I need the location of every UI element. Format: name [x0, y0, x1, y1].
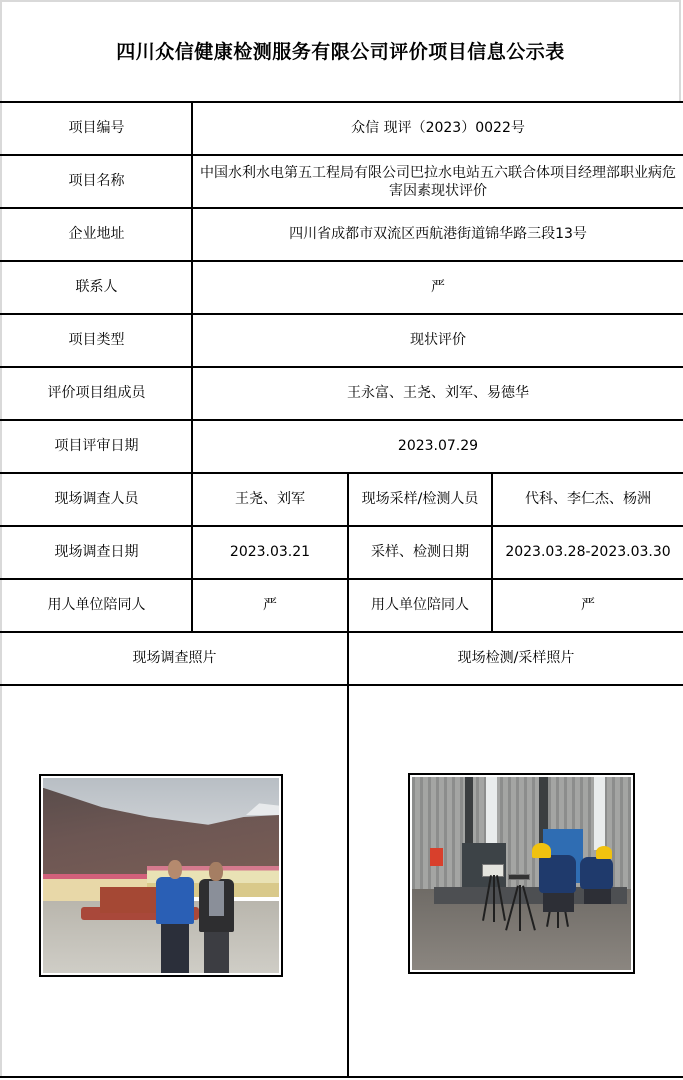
sampling-photo	[408, 773, 635, 974]
table-row	[1, 155, 683, 208]
label-survey-staff: 现场调查人员	[1, 473, 192, 526]
value-accompany-2: 严	[492, 579, 683, 632]
value-members: 王永富、王尧、刘军、易德华	[192, 367, 683, 420]
value-survey-staff: 王尧、刘军	[192, 473, 348, 526]
label-project-type: 项目类型	[1, 314, 192, 367]
label-project-no: 项目编号	[1, 102, 192, 155]
table-row	[1, 420, 683, 473]
value-review-date: 2023.07.29	[192, 420, 683, 473]
table-row	[1, 473, 683, 526]
table-row	[1, 261, 683, 314]
value-accompany: 严	[192, 579, 348, 632]
sampling-photo-cell	[348, 685, 683, 1077]
table-row	[1, 314, 683, 367]
label-survey-date: 现场调查日期	[1, 526, 192, 579]
survey-photo-cell	[1, 685, 348, 1077]
label-project-name: 项目名称	[1, 155, 192, 208]
value-project-type: 现状评价	[192, 314, 683, 367]
value-address: 四川省成都市双流区西航港街道锦华路三段13号	[192, 208, 683, 261]
value-project-name: 中国水利水电第五工程局有限公司巴拉水电站五六联合体项目经理部职业病危害因素现状评价	[192, 155, 683, 208]
page-title: 四川众信健康检测服务有限公司评价项目信息公示表	[116, 41, 565, 63]
sampling-photo-header: 现场检测/采样照片	[348, 632, 683, 685]
value-sampling-staff: 代科、李仁杰、杨洲	[492, 473, 683, 526]
value-sampling-date: 2023.03.28-2023.03.30	[492, 526, 683, 579]
table-row	[1, 579, 683, 632]
table-row	[1, 367, 683, 420]
survey-photo	[39, 774, 283, 977]
table-row	[1, 102, 683, 155]
table-row	[1, 632, 683, 685]
title-row	[0, 0, 681, 101]
value-project-no: 众信 现评（2023）0022号	[192, 102, 683, 155]
value-contact: 严	[192, 261, 683, 314]
survey-photo-header: 现场调查照片	[1, 632, 348, 685]
label-accompany: 用人单位陪同人	[1, 579, 192, 632]
survey-photo-image	[43, 778, 279, 973]
info-table	[0, 101, 683, 1078]
label-address: 企业地址	[1, 208, 192, 261]
label-accompany-2: 用人单位陪同人	[348, 579, 492, 632]
label-review-date: 项目评审日期	[1, 420, 192, 473]
sampling-photo-image	[412, 777, 631, 970]
table-row	[1, 526, 683, 579]
label-contact: 联系人	[1, 261, 192, 314]
label-sampling-staff: 现场采样/检测人员	[348, 473, 492, 526]
label-members: 评价项目组成员	[1, 367, 192, 420]
value-survey-date: 2023.03.21	[192, 526, 348, 579]
photo-row	[1, 685, 683, 1077]
table-row	[1, 208, 683, 261]
label-sampling-date: 采样、检测日期	[348, 526, 492, 579]
